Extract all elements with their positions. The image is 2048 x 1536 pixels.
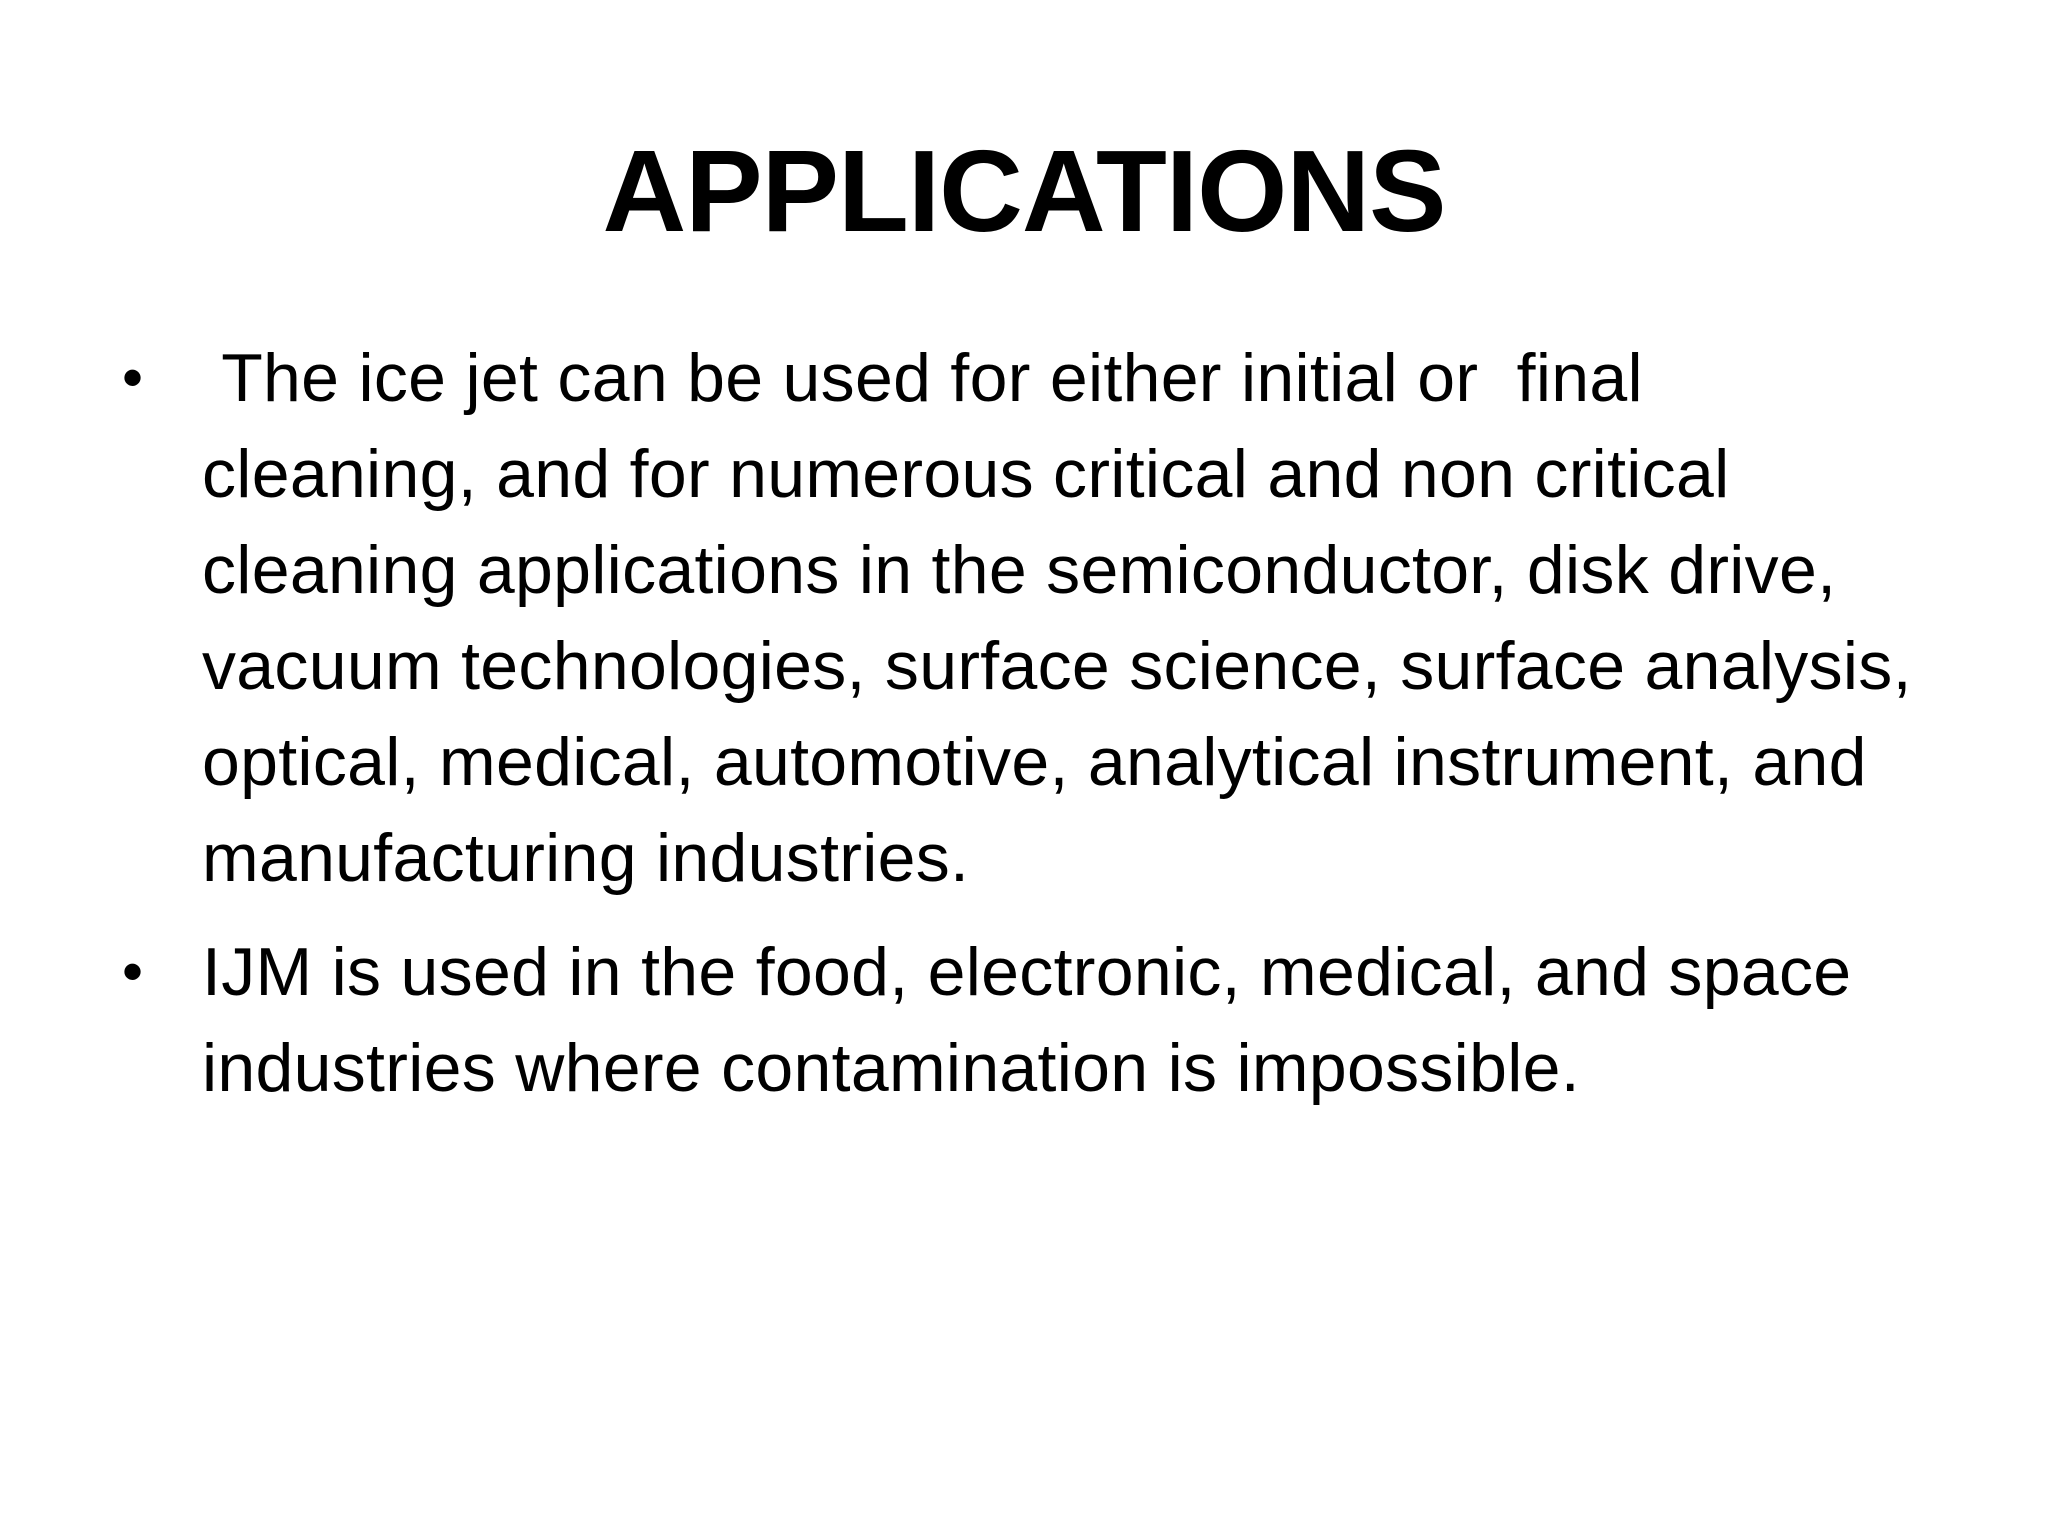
- bullet-item: [120, 924, 1920, 1116]
- bullet-list: [120, 330, 1931, 1134]
- bullet-item: [120, 330, 1931, 906]
- bullet-text: IJM is used in the food, electronic, medical, and space industries where contamination is impossible.: [202, 934, 1871, 1106]
- slide-title: APPLICATIONS: [602, 126, 1446, 256]
- bullet-dot-icon: •: [122, 938, 144, 1005]
- bullet-text: The ice jet can be used for either initial or final cleaning, and for numerous critical and non critical cleaning applications in the semiconductor, disk drive, vacuum technologies, surface science, surface analysis, optical, medical, automotive, analytical instrument, and manufacturing industries.: [202, 340, 1931, 896]
- bullet-dot-icon: •: [122, 344, 144, 411]
